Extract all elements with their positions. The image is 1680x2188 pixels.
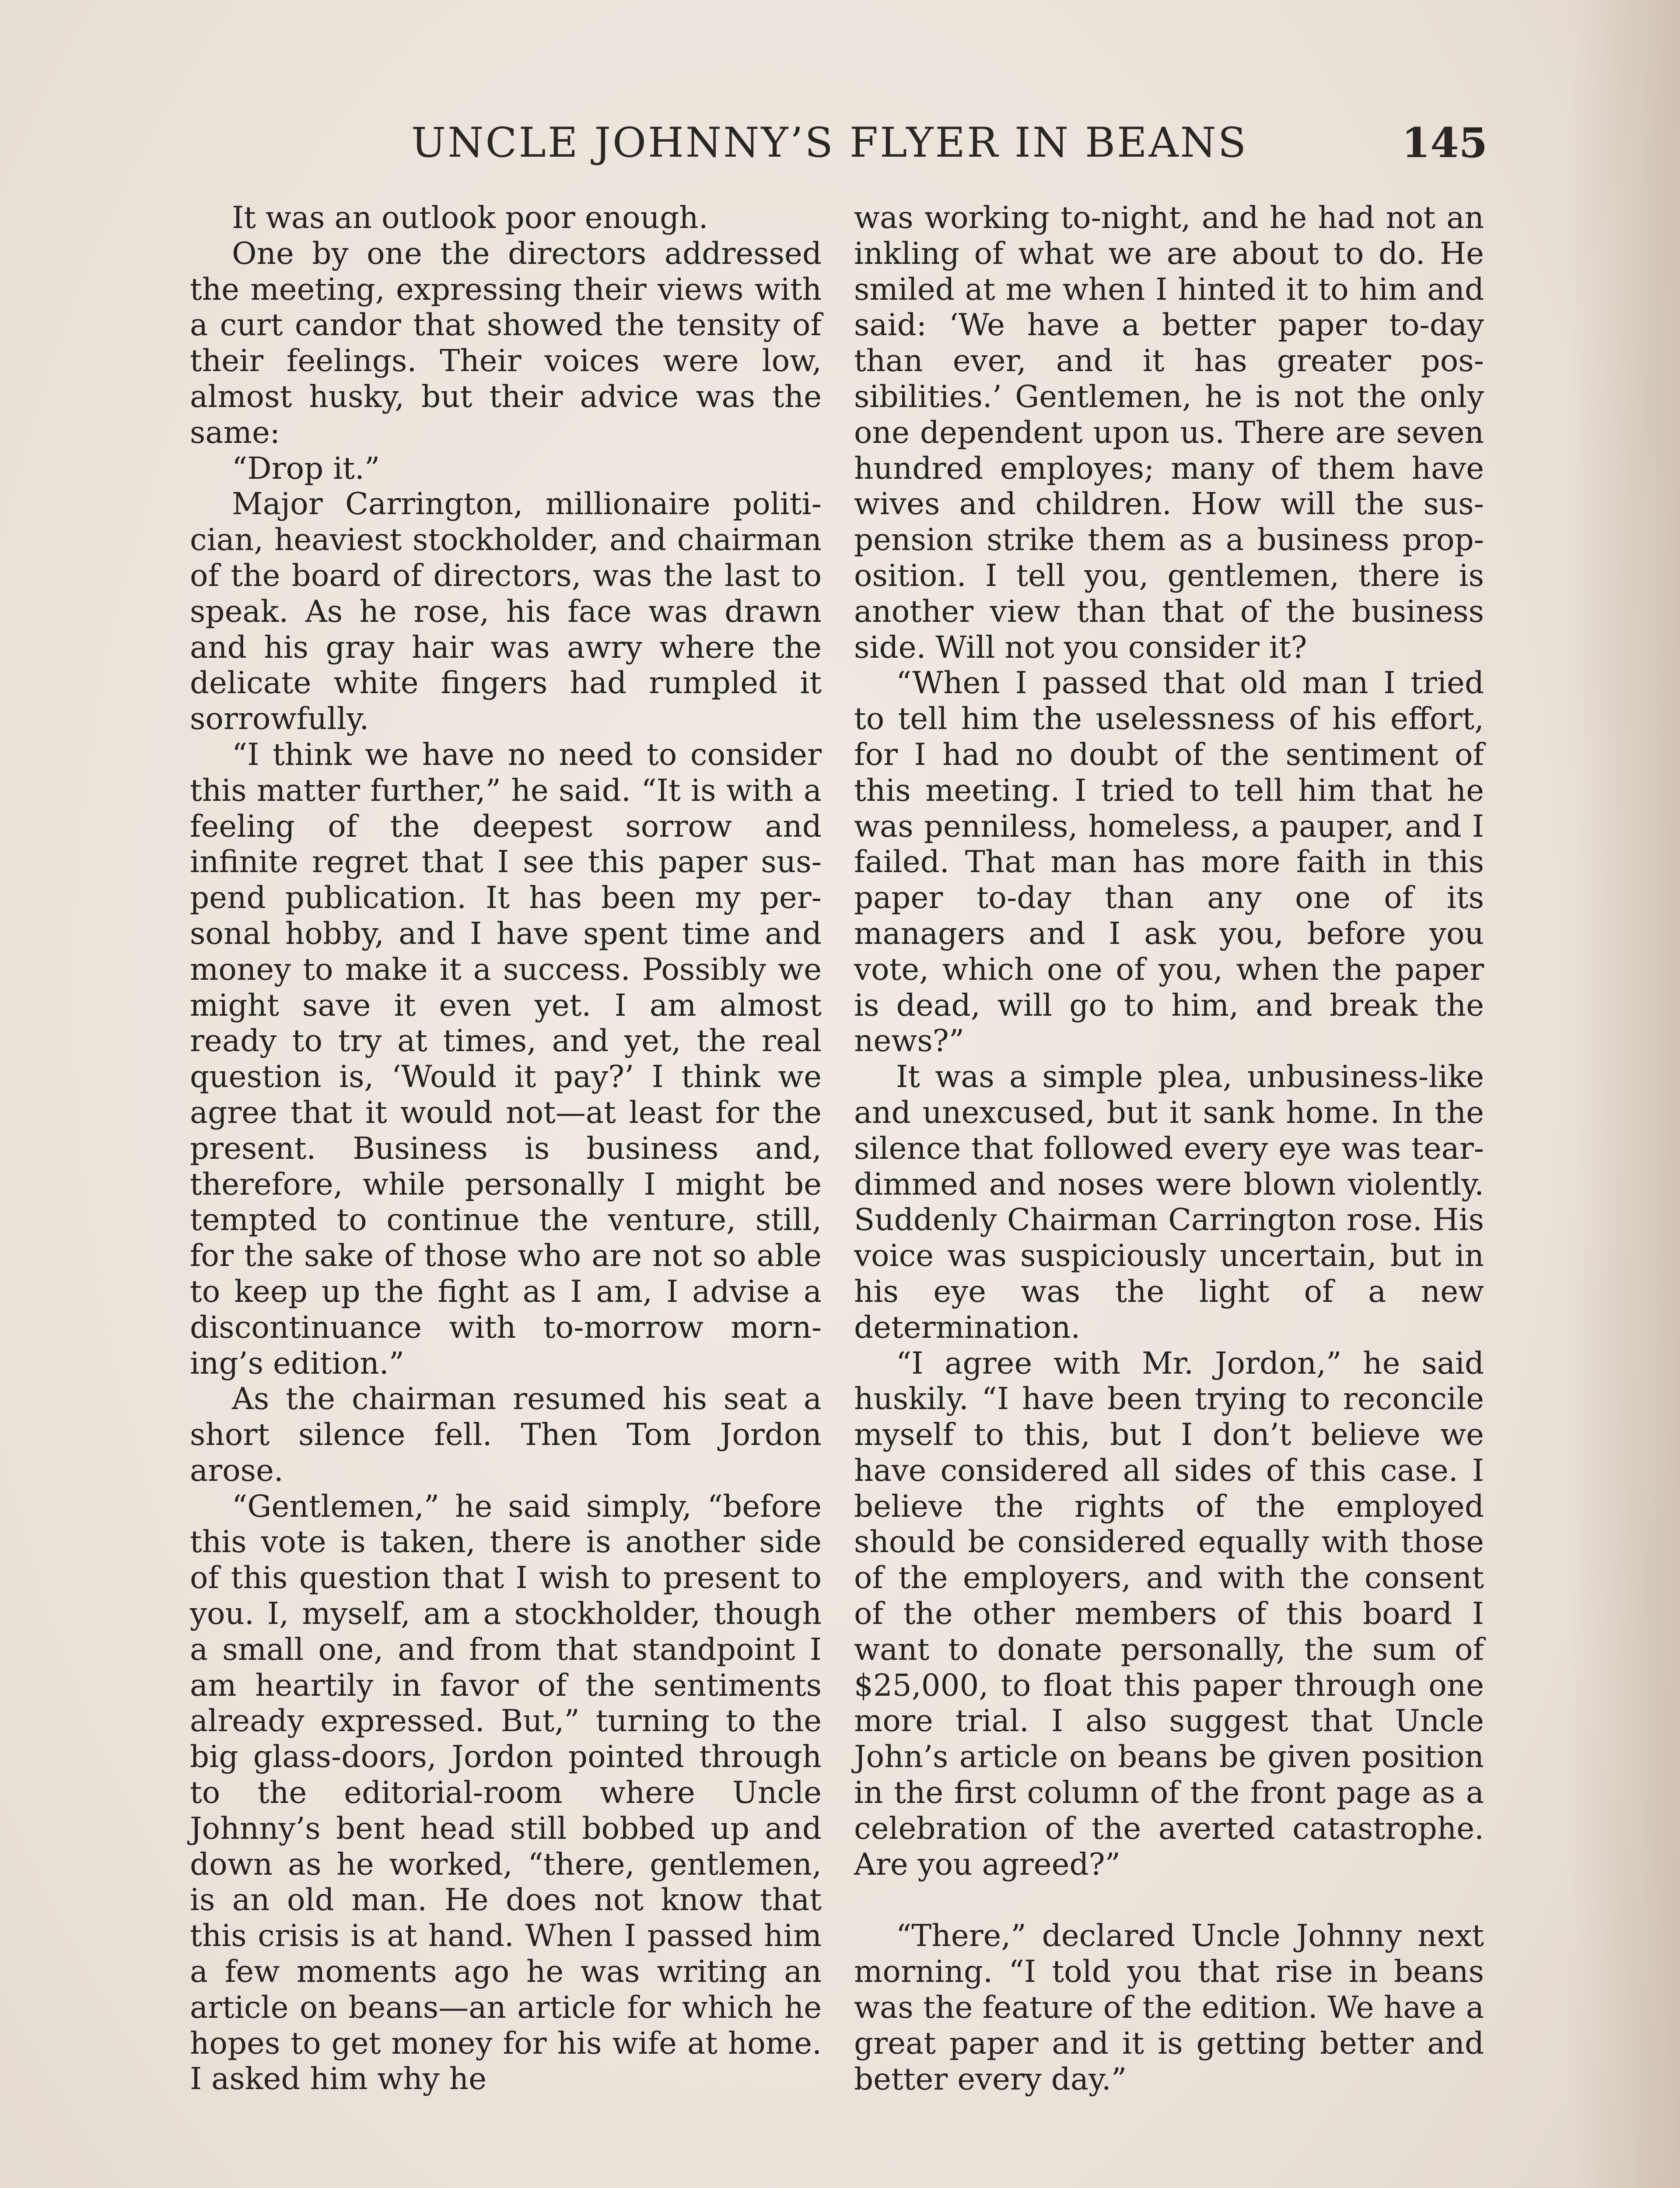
paragraph: “Gentlemen,” he said simply, “before this vote is taken, there is another side of this question that I wish to present to you. I, myself, am a stockholder, though a small one, and from that standpoint I am heartily in favor of the sentiments already expressed. But,” turning to the big glass-doors, Jordon pointed through to the editorial-room where Uncle Johnny’s bent head still bobbed up and down as he worked, “there, gentlemen, is an old man. He does not know that this crisis is at hand. When I passed him a few moments ago he was writing an article on beans—an article for which he hopes to get money for his wife at home. I asked him why he xyxy=(190,1489,822,2097)
paragraph: “When I passed that old man I tried to tell him the uselessness of his effort, for I had no doubt of the sentiment of this meeting. I tried to tell him that he was penniless, homeless, a pauper, and I failed. That man has more faith in this paper to-day than any one of its managers and I ask you, before you vote, which one of you, when the paper is dead, will go to him, and break the news?” xyxy=(854,666,1484,1059)
paragraph-closing: “There,” declared Uncle Johnny next morning. “I told you that rise in beans was the feature of the edition. We have a great paper and it is getting better and better every day.” xyxy=(854,1918,1484,2097)
paragraph: It was an outlook poor enough. xyxy=(232,200,708,235)
paragraph: “I agree with Mr. Jordon,” he said huskily. “I have been trying to reconcile myself to this, but I don’t believe we have considered all sides of this case. I believe the rights of the employed should be considered equally with those of the employers, and with the consent of the other members of this board I want to donate personally, the sum of $25,000, to float this paper through one more trial. I also suggest that Uncle John’s article on beans be given position in the first column of the front page as a celebration of the averted catastrophe. Are you agreed?” xyxy=(854,1346,1484,1882)
left-text-column xyxy=(190,200,822,2097)
running-title: UNCLE JOHNNY’S FLYER IN BEANS xyxy=(411,119,1248,167)
paragraph: As the chairman resumed his seat a short silence fell. Then Tom Jordon arose. xyxy=(190,1382,822,1488)
paragraph: “Drop it.” xyxy=(232,451,380,486)
page-number: 145 xyxy=(1401,119,1488,167)
paragraph: Major Carrington, millionaire politician, heaviest stockholder, and chairman of the board of directors, was the last to speak. As he rose, his face was drawn and his gray hair was awry where the delicate white fingers had rumpled it sorrowfully. xyxy=(190,487,822,737)
page-header xyxy=(411,119,1488,180)
paragraph: One by one the directors addressed the meeting, expressing their views with a curt candor that showed the tensity of their feelings. Their voices were low, almost husky, but their advice was the same: xyxy=(190,236,822,450)
paragraph-continued: was working to-night, and he had not an inkling of what we are about to do. He smiled at me when I hinted it to him and said: ‘We have a better paper to-day than ever, and it has greater possibilities.’ Gentlemen, he is not the only one dependent upon us. There are seven hundred employes; many of them have wives and children. How will the suspension strike them as a business proposition. I tell you, gentlemen, there is another view than that of the business side. Will not you consider it? xyxy=(854,200,1484,665)
paragraph: “I think we have no need to consider this matter further,” he said. “It is with a feeling of the deepest sorrow and infinite regret that I see this paper suspend publication. It has been my personal hobby, and I have spent time and money to make it a success. Possibly we might save it even yet. I am almost ready to try at times, and yet, the real question is, ‘Would it pay?’ I think we agree that it would not—at least for the present. Business is business and, therefore, while personally I might be tempted to continue the venture, still, for the sake of those who are not so able to keep up the fight as I am, I advise a discontinuance with to-morrow morning’s edition.” xyxy=(190,737,822,1381)
right-text-column xyxy=(854,200,1484,2097)
page-edge-shading xyxy=(1566,0,1680,2188)
paragraph: It was a simple plea, unbusiness-like and unexcused, but it sank home. In the silence that followed every eye was tear-dimmed and noses were blown violently. Suddenly Chairman Carrington rose. His voice was suspiciously uncertain, but in his eye was the light of a new determination. xyxy=(854,1059,1484,1345)
